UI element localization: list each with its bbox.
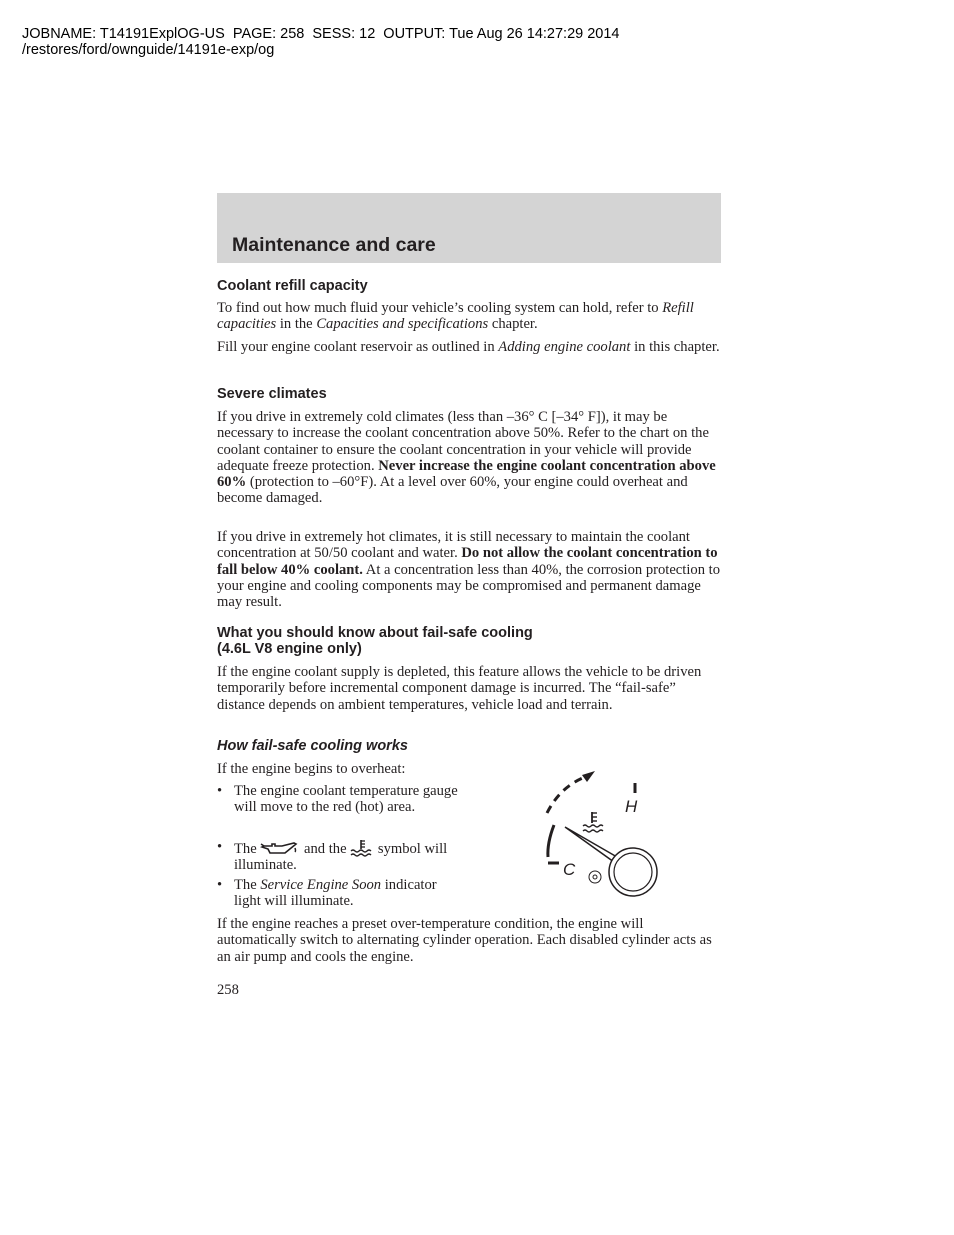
warning-text: Never increase the engine coolant concentration above 60%	[217, 457, 716, 491]
section-severe-climates	[217, 386, 721, 402]
list-item	[217, 783, 467, 816]
chapter-header	[217, 193, 721, 263]
overheat-intro: If the engine begins to overheat:	[217, 761, 406, 777]
job-info	[22, 26, 620, 58]
heading-how-works: How fail-safe cooling works	[217, 738, 408, 754]
para-refill-capacity	[217, 300, 721, 333]
link-refill-capacities: Refill capacities	[217, 300, 694, 333]
section-fail-safe	[217, 625, 721, 657]
heading-fail-safe-1: What you should know about fail-safe cooling	[217, 625, 533, 641]
list-item	[217, 877, 467, 910]
heading-fail-safe-2: (4.6L V8 engine only)	[217, 641, 362, 657]
bullet: •	[217, 783, 223, 799]
link-adding-coolant: Adding engine coolant	[498, 339, 631, 355]
gauge-hot-label: H	[625, 797, 638, 816]
gauge-knob	[589, 871, 601, 883]
gauge-needle	[565, 827, 617, 862]
text-run: If you drive in extremely hot climates, it is still necessary to maintain the coolant concentration at 50/50 coolant and water.	[217, 529, 690, 562]
chapter-title: Maintenance and care	[232, 234, 436, 256]
section-coolant-refill	[217, 278, 721, 294]
text-run: in the	[276, 316, 317, 333]
gauge-arrow-icon	[582, 771, 595, 782]
para-overheat-intro	[217, 761, 477, 777]
bullet: •	[217, 877, 223, 893]
text-run: At a concentration less than 40%, the corrosion protection to your engine and cooling components may be compromised and permanent damage may result.	[217, 561, 720, 611]
gauge-cold-label: C	[563, 860, 576, 879]
text-run: The	[234, 877, 261, 893]
fail-safe-text: If the engine coolant supply is depleted, this feature allows the vehicle to be driven temporarily before incremental component damage is incurred. The “fail-safe” distance depends on ambient temperatures, vehicle load and terrain.	[217, 664, 702, 713]
para-over-temperature	[217, 916, 721, 965]
link-capacities-specs: Capacities and specifications	[316, 316, 489, 333]
text-run: Fill your engine coolant reservoir as outlined in	[217, 339, 499, 355]
section-how-works	[217, 738, 721, 754]
text-run: in this chapter.	[630, 339, 720, 355]
para-fail-safe	[217, 664, 721, 713]
heading-severe-climates: Severe climates	[217, 386, 327, 402]
job-info-line1: JOBNAME: T14191ExplOG-US PAGE: 258 SESS: 12 OUTPUT: Tue Aug 26 14:27:29 2014	[22, 26, 620, 42]
temperature-gauge-illustration	[535, 765, 665, 900]
text-run: If you drive in extremely cold climates (less than –36° C [–34° F]), it may be necessary to increase the coolant concentration above 50%. Refer to the chart on the coolant container to ensure the coolant concentration in your vehicle will provide adequate freeze protection.	[217, 409, 709, 474]
para-hot-climates	[217, 529, 721, 610]
text-run: symbol will illuminate.	[234, 841, 448, 874]
text-run: and the	[304, 841, 347, 857]
bullet: •	[217, 839, 223, 855]
warning-text: Do not allow the coolant concentration to fall below 40% coolant.	[217, 545, 718, 578]
oil-can-icon	[260, 841, 300, 857]
text-run: indicator light will illuminate.	[234, 877, 437, 910]
heading-coolant-refill: Coolant refill capacity	[217, 278, 368, 294]
gauge-hub	[609, 848, 657, 896]
page-number: 258	[217, 982, 239, 998]
list-item	[217, 839, 467, 874]
over-temperature-text: If the engine reaches a preset over-temperature condition, the engine will automatically switch to alternating cylinder operation. Each disabled cylinder acts as an air pump and cools the engine.	[217, 916, 712, 965]
job-info-line2: /restores/ford/ownguide/14191e-exp/og	[22, 42, 275, 58]
coolant-temperature-icon	[350, 839, 374, 857]
gauge-arc	[547, 777, 585, 813]
bullet-gauge-text: The engine coolant temperature gauge will move to the red (hot) area.	[234, 783, 458, 816]
para-cold-climates	[217, 409, 721, 507]
text-run: chapter.	[488, 316, 538, 333]
text-run: The	[234, 841, 257, 857]
text-run: (protection to –60°F). At a level over 60%, your engine could overheat and become damaged.	[217, 474, 688, 507]
text-run: To find out how much fluid your vehicle’s cooling system can hold, refer to	[217, 300, 663, 316]
service-engine-soon-text: Service Engine Soon	[260, 877, 382, 893]
para-fill-reservoir	[217, 339, 721, 355]
gauge-coolant-icon	[583, 812, 603, 832]
